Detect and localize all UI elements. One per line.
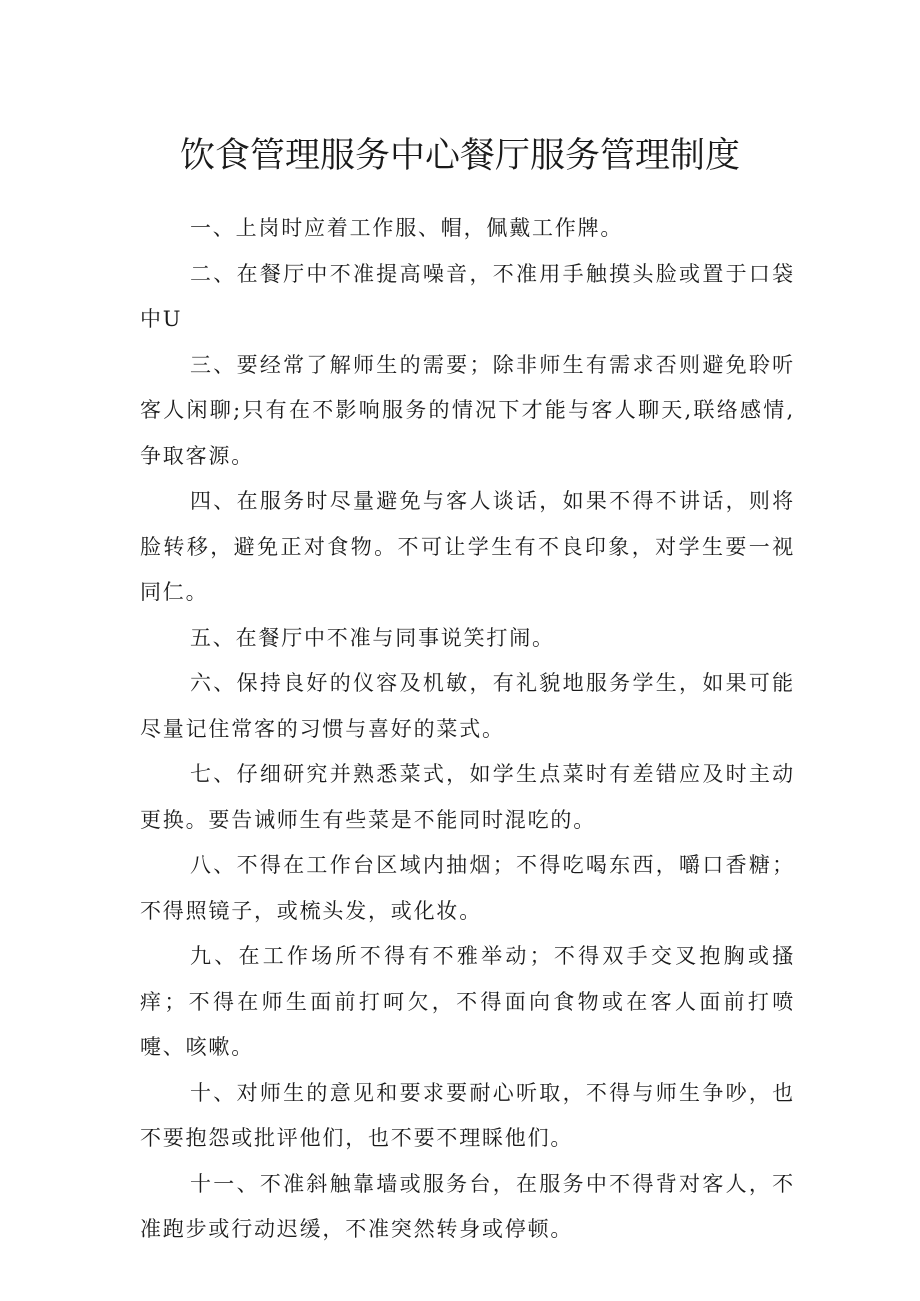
rule-paragraph-6: 六、保持良好的仪容及机敏，有礼貌地服务学生，如果可能尽量记住常客的习惯与喜好的菜式。: [140, 671, 795, 741]
rule-paragraph-8: 八、不得在工作台区域内抽烟；不得吃喝东西，嚼口香糖；不得照镜子，或梳头发，或化妆。: [140, 853, 795, 923]
rule-paragraph-10: 十、对师生的意见和要求要耐心听取，不得与师生争吵，也不要抱怨或批评他们，也不要不理睬他们。: [140, 1080, 795, 1150]
rule-paragraph-1: 一、上岗时应着工作服、帽，佩戴工作牌。: [190, 216, 624, 240]
rule-paragraph-3: 三、要经常了解师生的需要；除非师生有需求否则避免聆听客人闲聊;只有在不影响服务的情况下才能与客人聊天,联络感情,争取客源。: [140, 352, 795, 468]
rule-paragraph-7: 七、仔细研究并熟悉菜式，如学生点菜时有差错应及时主动更换。要告诫师生有些菜是不能同时混吃的。: [140, 762, 795, 832]
document-title: 饮食管理服务中心餐厅服务管理制度: [179, 136, 740, 176]
rule-paragraph-2: 二、在餐厅中不准提高噪音，不准用手触摸头脸或置于口袋中U: [140, 261, 795, 331]
rule-paragraph-5: 五、在餐厅中不准与同事说笑打闹。: [190, 625, 555, 650]
document-body: [140, 206, 795, 1253]
rule-paragraph-4: 四、在服务时尽量避免与客人谈话，如果不得不讲话，则将脸转移，避免正对食物。不可让学生有不良印象，对学生要一视同仁。: [140, 489, 795, 604]
rule-paragraph-9: 九、在工作场所不得有不雅举动；不得双手交叉抱胸或搔痒；不得在师生面前打呵欠，不得面向食物或在客人面前打喷嚏、咳嗽。: [140, 944, 795, 1059]
rule-paragraph-11: 十一、不准斜触靠墙或服务台，在服务中不得背对客人，不准跑步或行动迟缓，不准突然转身或停顿。: [140, 1171, 795, 1241]
